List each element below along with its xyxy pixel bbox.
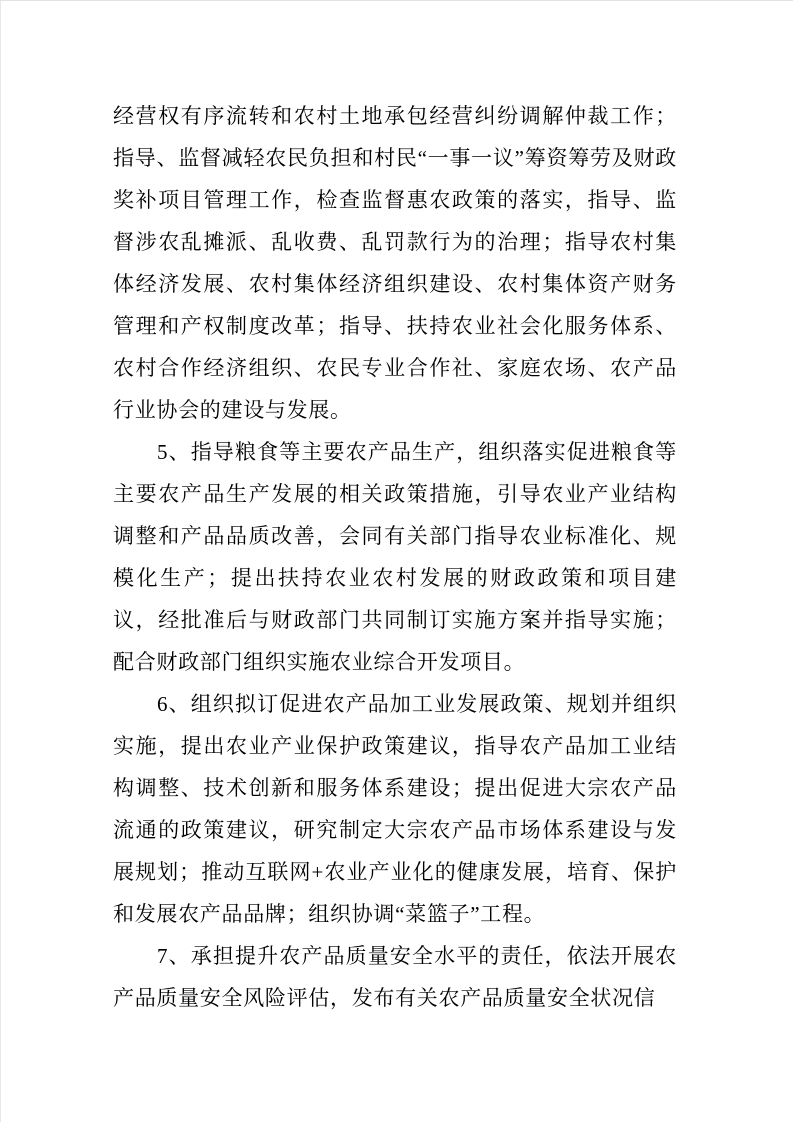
paragraph-duties-4-continued: 经营权有序流转和农村土地承包经营纠纷调解仲裁工作；指导、监督减轻农民负担和村民“一事一议”筹资筹劳及财政奖补项目管理工作，检查监督惠农政策的落实，指导、监督涉农乱摊派、乱收费、乱罚款行为的治理；指导农村集体经济发展、农村集体经济组织建设、农村集体资产财务管理和产权制度改革；指导、扶持农业社会化服务体系、农村合作经济组织、农民专业合作社、家庭农场、农产品行业协会的建设与发展。 <box>113 104 677 422</box>
document-body <box>113 95 677 1019</box>
paragraph-duty-5: 5、指导粮食等主要农产品生产，组织落实促进粮食等主要农产品生产发展的相关政策措施，引导农业产业结构调整和产品品质改善，会同有关部门指导农业标准化、规模化生产；提出扶持农业农村发展的财政政策和项目建议，经批准后与财政部门共同制订实施方案并指导实施；配合财政部门组织实施农业综合开发项目。 <box>113 440 677 674</box>
paragraph-duty-6: 6、组织拟订促进农产品加工业发展政策、规划并组织实施，提出农业产业保护政策建议，指导农产品加工业结构调整、技术创新和服务体系建设；提出促进大宗农产品流通的政策建议，研究制定大宗农产品市场体系建设与发展规划；推动互联网+农业产业化的健康发展，培育、保护和发展农产品品牌；组织协调“菜篮子”工程。 <box>113 692 677 926</box>
paragraph-duty-7-truncated: 7、承担提升农产品质量安全水平的责任，依法开展农产品质量安全风险评估，发布有关农产品质量安全状况信 <box>113 944 677 1010</box>
